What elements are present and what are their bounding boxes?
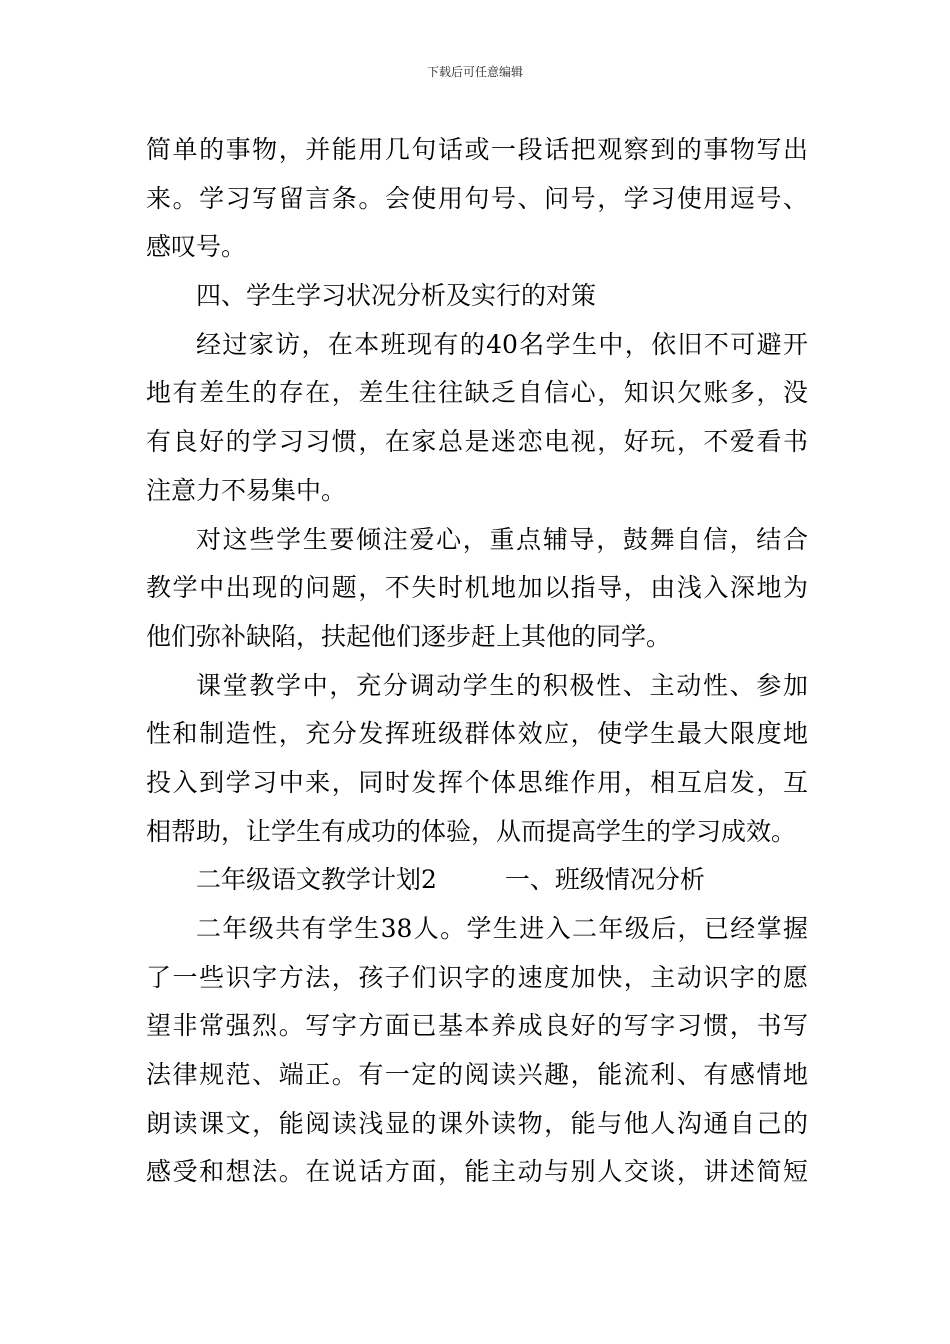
text-line: 地有差生的存在，差生往往缺乏自信心，知识欠账多，没: [146, 378, 808, 408]
plan-subtitle: 一、班级情况分析: [504, 865, 705, 895]
paragraph: [146, 516, 808, 662]
text-line: 性和制造性，充分发挥班级群体效应，使学生最大限度地: [146, 719, 808, 749]
plan-title: 二年级语文教学计划2: [196, 865, 437, 895]
text-line: 相帮助，让学生有成功的体验，从而提高学生的学习成效。: [146, 816, 797, 846]
paragraph: [146, 662, 808, 857]
section-title: [146, 856, 808, 905]
text-line: 感叹号。: [146, 232, 247, 262]
paragraph: [146, 905, 808, 1197]
text-line: 简单的事物，并能用几句话或一段话把观察到的事物写出: [146, 135, 808, 164]
paragraph: [146, 321, 808, 516]
document-body: [146, 126, 808, 1197]
paragraph-continued: [146, 126, 808, 272]
text-line: 对这些学生要倾注爱心，重点辅导，鼓舞自信，结合: [196, 524, 808, 554]
text-line: 朗读课文，能阅读浅显的课外读物，能与他人沟通自己的: [146, 1108, 808, 1138]
text-line: 经过家访，在本班现有的40名学生中，依旧不可避开: [196, 329, 808, 359]
text-line: 二年级共有学生38人。学生进入二年级后，已经掌握: [196, 914, 808, 943]
heading-line: 四、学生学习状况分析及实行的对策: [196, 281, 597, 311]
text-line: 望非常强烈。写字方面已基本养成良好的写字习惯，书写: [146, 1011, 808, 1041]
text-line: 来。学习写留言条。会使用句号、问号，学习使用逗号、: [146, 183, 808, 213]
text-line: 教学中出现的问题，不失时机地加以指导，由浅入深地为: [146, 573, 808, 603]
title-line: [146, 856, 808, 905]
text-line: 有良好的学习习惯，在家总是迷恋电视，好玩，不爱看书: [146, 427, 808, 457]
page-header: 下载后可任意编辑: [426, 65, 523, 79]
section-heading: [146, 272, 808, 321]
text-line: 投入到学习中来，同时发挥个体思维作用，相互启发，互: [146, 767, 808, 797]
text-line: 了一些识字方法，孩子们识字的速度加快，主动识字的愿: [146, 962, 808, 992]
text-line: 注意力不易集中。: [146, 475, 347, 505]
text-line: 感受和想法。在说话方面，能主动与别人交谈，讲述简短: [146, 1157, 808, 1187]
text-line: 法律规范、端正。有一定的阅读兴趣，能流利、有感情地: [146, 1060, 808, 1090]
text-line: 他们弥补缺陷，扶起他们逐步赶上其他的同学。: [146, 621, 672, 651]
text-line: 课堂教学中，充分调动学生的积极性、主动性、参加: [196, 670, 808, 700]
